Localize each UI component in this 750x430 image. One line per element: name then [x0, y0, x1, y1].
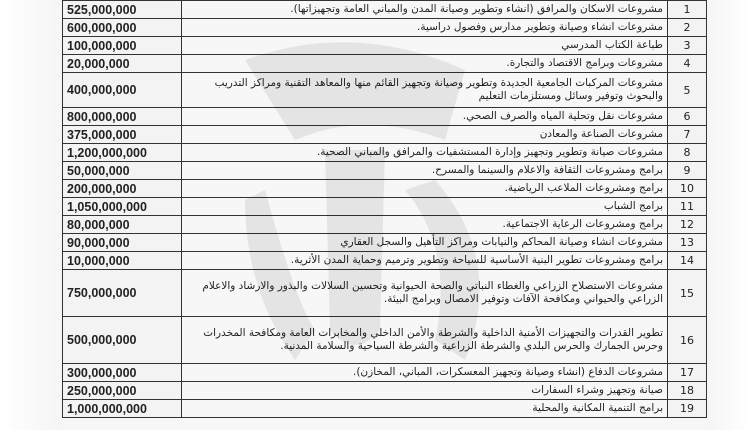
row-description: برامج التنمية المكانية والمحلية [182, 400, 668, 418]
row-amount: 300,000,000 [63, 364, 182, 382]
row-number: 1 [668, 1, 707, 19]
row-description: مشروعات وبرامج الاقتصاد والتجارة. [182, 55, 668, 73]
row-description: برامج ومشروعات الملاعب الرياضية. [182, 180, 668, 198]
row-amount: 800,000,000 [63, 108, 182, 126]
page-right-margin [707, 0, 750, 430]
table-row [63, 126, 707, 144]
table-row [63, 234, 707, 252]
row-amount: 250,000,000 [63, 382, 182, 400]
table-row [63, 198, 707, 216]
row-number: 12 [668, 216, 707, 234]
table-row [63, 382, 707, 400]
row-number: 19 [668, 400, 707, 418]
row-description: مشروعات الاستصلاح الزراعي والغطاء النباتي والصحة الحيوانية وتحسين السلالات والبذور والارشاد والاعلام الزراعي والحيواني ومكافحة الآفات وتوفير الامصال وبرامج البيئة. [182, 270, 668, 317]
row-amount: 600,000,000 [63, 19, 182, 37]
row-amount: 400,000,000 [63, 73, 182, 108]
row-amount: 375,000,000 [63, 126, 182, 144]
page-left-margin [0, 0, 62, 430]
table-row [63, 364, 707, 382]
row-description: مشروعات نقل وتحلية المياه والصرف الصحي. [182, 108, 668, 126]
row-amount: 20,000,000 [63, 55, 182, 73]
row-amount: 100,000,000 [63, 37, 182, 55]
row-number: 16 [668, 317, 707, 364]
table-row [63, 400, 707, 418]
row-number: 9 [668, 162, 707, 180]
row-description: مشروعات الصناعة والمعادن [182, 126, 668, 144]
row-number: 14 [668, 252, 707, 270]
row-amount: 200,000,000 [63, 180, 182, 198]
table-row [63, 144, 707, 162]
row-description: طباعة الكتاب المدرسي [182, 37, 668, 55]
row-number: 18 [668, 382, 707, 400]
row-description: مشروعات انشاء وصيانة وتطوير مدارس وفصول دراسية. [182, 19, 668, 37]
table-row [63, 55, 707, 73]
row-description: برامج الشباب [182, 198, 668, 216]
row-number: 8 [668, 144, 707, 162]
table-row [63, 317, 707, 364]
row-number: 13 [668, 234, 707, 252]
row-description: مشروعات المركبات الجامعية الجديدة وتطوير وصيانة وتجهيز القائم منها والمعاهد التقنية ومراكز التدريب والبحوث وتوفير وسائل ومستلزمات التعليم [182, 73, 668, 108]
row-amount: 1,200,000,000 [63, 144, 182, 162]
table-row [63, 216, 707, 234]
row-number: 10 [668, 180, 707, 198]
table-row [63, 73, 707, 108]
row-number: 2 [668, 19, 707, 37]
row-number: 7 [668, 126, 707, 144]
row-description: مشروعات الاسكان والمرافق (انشاء وتطوير وصيانة المدن والمباني العامة وتجهيزاتها). [182, 1, 668, 19]
row-number: 17 [668, 364, 707, 382]
row-number: 6 [668, 108, 707, 126]
row-description: مشروعات الدفاع (انشاء وصيانة وتجهيز المعسكرات، المباني، المخازن). [182, 364, 668, 382]
table-row [63, 37, 707, 55]
table-row [63, 162, 707, 180]
row-description: برامج ومشروعات تطوير البنية الأساسية للسياحة وتطوير وترميم وحماية المدن الأثرية. [182, 252, 668, 270]
row-amount: 525,000,000 [63, 1, 182, 19]
row-description: برامج ومشروعات الثقافة والاعلام والسينما والمسرح. [182, 162, 668, 180]
row-description: مشروعات صيانة وتطوير وتجهيز وإدارة المستشفيات والمرافق والمباني الصحية. [182, 144, 668, 162]
row-description: برامج ومشروعات الرعاية الاجتماعية. [182, 216, 668, 234]
row-description: صيانة وتجهيز وشراء السفارات [182, 382, 668, 400]
row-number: 5 [668, 73, 707, 108]
budget-table [62, 0, 707, 418]
row-amount: 90,000,000 [63, 234, 182, 252]
row-amount: 500,000,000 [63, 317, 182, 364]
table-row [63, 108, 707, 126]
row-amount: 10,000,000 [63, 252, 182, 270]
row-amount: 750,000,000 [63, 270, 182, 317]
row-description: مشروعات انشاء وصيانة المحاكم والنيابات ومراكز التأهيل والسجل العقاري [182, 234, 668, 252]
row-amount: 80,000,000 [63, 216, 182, 234]
table-row [63, 19, 707, 37]
row-number: 15 [668, 270, 707, 317]
row-amount: 1,000,000,000 [63, 400, 182, 418]
table-row [63, 252, 707, 270]
row-amount: 50,000,000 [63, 162, 182, 180]
row-amount: 1,050,000,000 [63, 198, 182, 216]
row-number: 4 [668, 55, 707, 73]
table-row [63, 180, 707, 198]
row-number: 3 [668, 37, 707, 55]
table-row [63, 1, 707, 19]
row-description: تطوير القدرات والتجهيزات الأمنية الداخلية والشرطة والأمن الداخلي والمخابرات العامة ومكافحة المخدرات وحرس الجمارك والحرس البلدي والشرطة الزراعية والشرطة السياحية والسلامة المدنية. [182, 317, 668, 364]
row-number: 11 [668, 198, 707, 216]
table-row [63, 270, 707, 317]
